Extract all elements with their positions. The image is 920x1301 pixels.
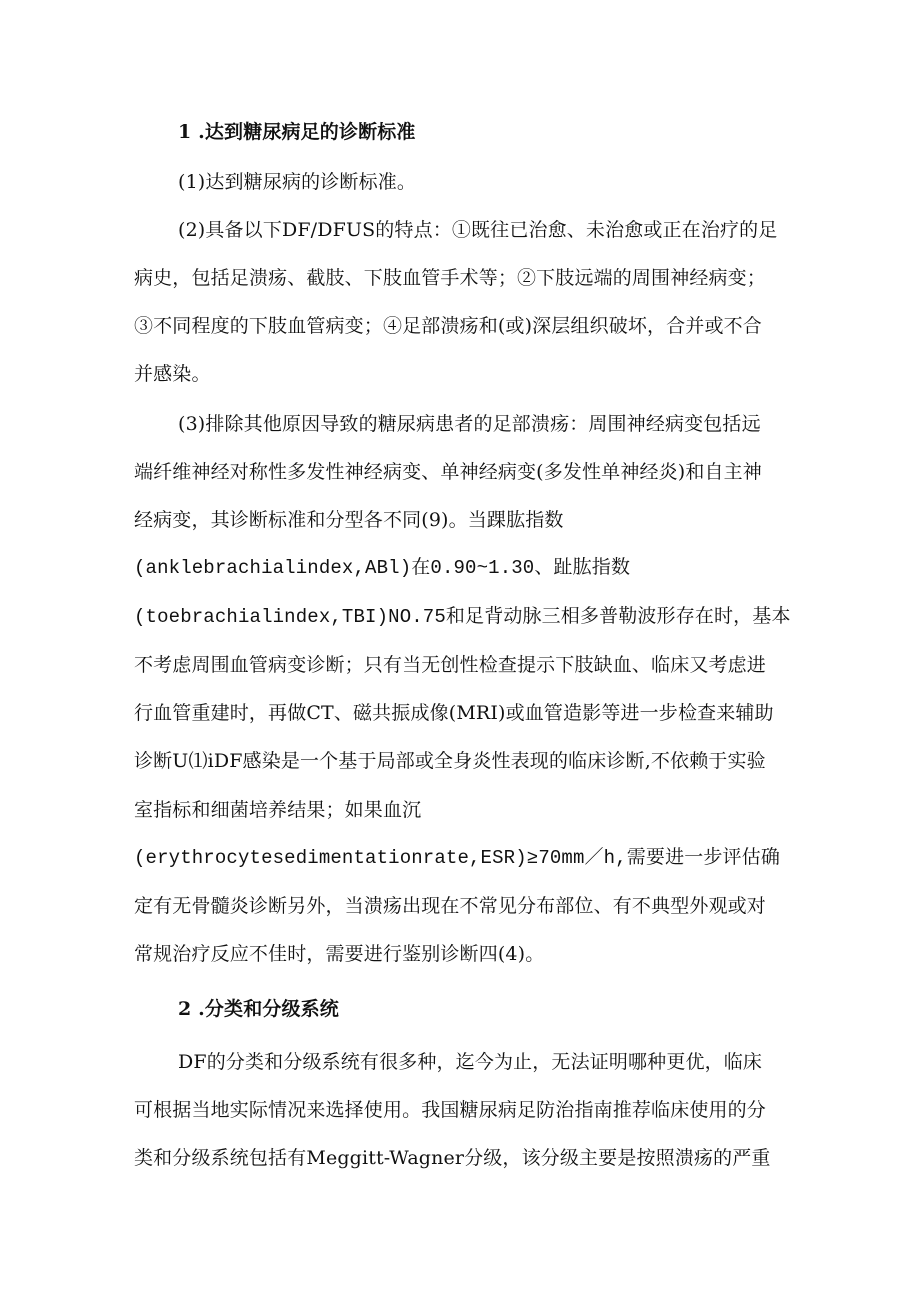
criterion-2-line-2: 病史，包括足溃疡、截肢、下肢血管手术等；②下肢远端的周围神经病变； bbox=[134, 267, 766, 289]
criterion-3-line-6: 不考虑周围血管病变诊断；只有当无创性检查提示下肢缺血、临床又考虑进 bbox=[134, 654, 766, 676]
classification-line-2: 可根据当地实际情况来选择使用。我国糖尿病足防治指南推荐临床使用的分 bbox=[134, 1099, 766, 1121]
criterion-3-line-5: (toebrachialindex,TBI)NO.75和足背动脉三相多普勒波形存在时，基本 bbox=[134, 606, 791, 628]
criterion-3-line-10: (erythrocytesedimentationrate,ESR)≥70mm／h,需要进一步评估确 bbox=[134, 847, 780, 869]
criterion-2-line-3: ③不同程度的下肢血管病变；④足部溃疡和(或)深层组织破坏，合并或不合 bbox=[134, 315, 762, 337]
criterion-3-line-7: 行血管重建时，再做CT、磁共振成像(MRI)或血管造影等进一步检查来辅助 bbox=[134, 702, 774, 724]
criterion-3-line-8: 诊断U⑴iDF感染是一个基于局部或全身炎性表现的临床诊断,不依赖于实验 bbox=[134, 750, 766, 772]
criterion-3-line-4: (anklebrachialindex,ABl)在0.90~1.30、趾肱指数 bbox=[134, 557, 631, 579]
criterion-1-text: (1)达到糖尿病的诊断标准。 bbox=[178, 171, 417, 193]
criterion-3-line-11: 定有无骨髓炎诊断另外，当溃疡出现在不常见分布部位、有不典型外观或对 bbox=[134, 895, 766, 917]
criterion-3-line-1: (3)排除其他原因导致的糖尿病患者的足部溃疡：周围神经病变包括远 bbox=[178, 413, 761, 435]
criterion-3-line-9: 室指标和细菌培养结果；如果血沉 bbox=[134, 799, 422, 821]
classification-line-3: 类和分级系统包括有Meggitt-Wagner分级，该分级主要是按照溃疡的严重 bbox=[134, 1147, 771, 1169]
criterion-3-line-2: 端纤维神经对称性多发性神经病变、单神经病变(多发性单神经炎)和自主神 bbox=[134, 461, 762, 483]
criterion-3-line-12: 常规治疗反应不佳时，需要进行鉴别诊断四(4)。 bbox=[134, 943, 545, 965]
criterion-2-line-4: 并感染。 bbox=[134, 363, 211, 385]
section-2-heading: 2 .分类和分级系统 bbox=[178, 998, 339, 1020]
classification-line-1: DF的分类和分级系统有很多种，迄今为止，无法证明哪种更优，临床 bbox=[178, 1051, 763, 1073]
criterion-2-line-1: (2)具备以下DF/DFUS的特点：①既往已治愈、未治愈或正在治疗的足 bbox=[178, 219, 778, 241]
section-1-heading: 1 .达到糖尿病足的诊断标准 bbox=[178, 121, 416, 143]
criterion-3-line-3: 经病变，其诊断标准和分型各不同(9)。当踝肱指数 bbox=[134, 509, 564, 531]
